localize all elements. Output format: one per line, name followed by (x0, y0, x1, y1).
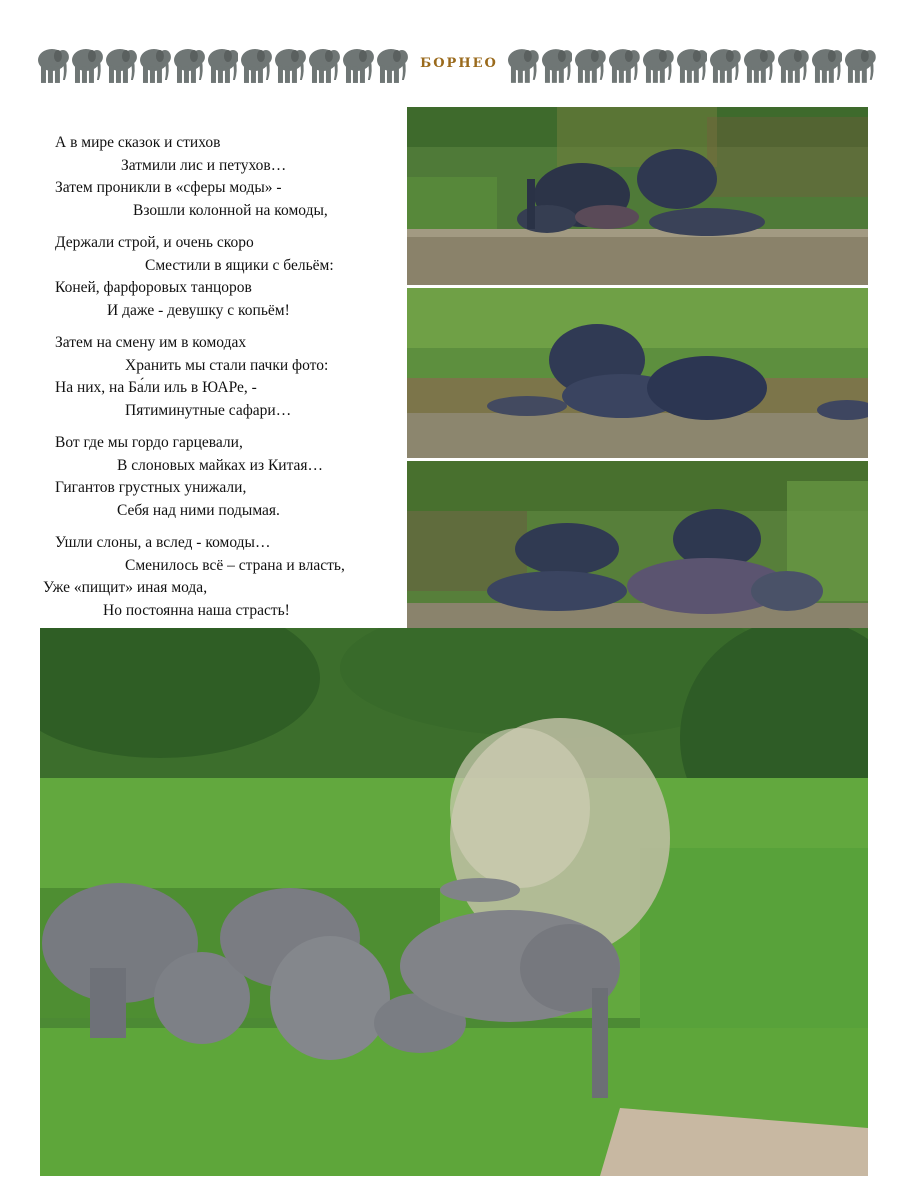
poem-stanza (55, 132, 390, 222)
poem-line: Сменилось всё – страна и власть, (125, 556, 345, 574)
elephant-silhouette-icon (776, 44, 809, 86)
poem-stanza (55, 432, 390, 522)
elephant-silhouette-icon (307, 44, 340, 86)
poem-line: Затем на смену им в комодах (55, 334, 247, 351)
elephant-silhouette-icon (273, 44, 306, 86)
page-header (36, 40, 876, 90)
poem-line: И даже - девушку с копьём! (107, 301, 290, 319)
elephant-silhouette-icon (506, 44, 539, 86)
photo-elephant-herd-river-image (407, 461, 868, 653)
poem-line: Затем проникли в «сферы моды» - (55, 179, 282, 196)
poem-line: А в мире сказок и стихов (55, 134, 221, 151)
elephant-silhouette-icon (206, 44, 239, 86)
poem-stanza (55, 332, 390, 422)
elephant-ornament-right (506, 44, 876, 86)
elephant-silhouette-icon (375, 44, 408, 86)
photo-elephants-bathing-image (407, 107, 868, 285)
poem-line: Пятиминутные сафари… (125, 401, 292, 419)
photo-elephants-bathing (407, 107, 868, 285)
elephant-silhouette-icon (573, 44, 606, 86)
elephant-silhouette-icon (742, 44, 775, 86)
poem-line: В слоновых майках из Китая… (117, 456, 324, 474)
poem-line: Ушли слоны, а вслед - комоды… (55, 534, 271, 551)
elephant-silhouette-icon (70, 44, 103, 86)
elephant-silhouette-icon (843, 44, 876, 86)
elephant-silhouette-icon (104, 44, 137, 86)
poem-line: Сместили в ящики с бельём: (145, 256, 334, 274)
poem-line: Уже «пищит» иная мода, (43, 579, 208, 596)
poem-line: Коней, фарфоровых танцоров (55, 279, 252, 296)
photo-elephants-playing (407, 288, 868, 458)
poem-line: Но постоянна наша страсть! (103, 601, 290, 619)
elephant-silhouette-icon (810, 44, 843, 86)
elephant-silhouette-icon (641, 44, 674, 86)
poem-line: Гигантов грустных унижали, (55, 479, 247, 496)
elephant-silhouette-icon (341, 44, 374, 86)
elephant-ornament-left (36, 44, 408, 86)
photo-elephants-playing-image (407, 288, 868, 458)
poem-line: Себя над ними подымая. (117, 501, 280, 519)
poem (43, 132, 390, 632)
elephant-silhouette-icon (675, 44, 708, 86)
poem-line: Затмили лис и петухов… (121, 156, 287, 174)
poem-line: Хранить мы стали пачки фото: (125, 356, 329, 374)
elephant-silhouette-icon (36, 44, 69, 86)
elephant-silhouette-icon (172, 44, 205, 86)
elephant-silhouette-icon (540, 44, 573, 86)
elephant-silhouette-icon (138, 44, 171, 86)
photo-elephant-herd-dust-bath (40, 628, 868, 1176)
poem-line: Держали строй, и очень скоро (55, 234, 254, 251)
poem-stanza (55, 232, 390, 322)
poem-line: Взошли колонной на комоды, (133, 201, 328, 219)
poem-stanza (43, 532, 390, 622)
elephant-silhouette-icon (607, 44, 640, 86)
poem-line: Вот где мы гордо гарцевали, (55, 434, 243, 451)
poem-line: На них, на Ба́ли иль в ЮАРе, - (55, 379, 257, 396)
photo-elephant-herd-river (407, 461, 868, 653)
elephant-silhouette-icon (239, 44, 272, 86)
page-title: БОРНЕО (420, 56, 498, 71)
photo-elephant-herd-dust-bath-image (40, 628, 868, 1176)
elephant-silhouette-icon (708, 44, 741, 86)
